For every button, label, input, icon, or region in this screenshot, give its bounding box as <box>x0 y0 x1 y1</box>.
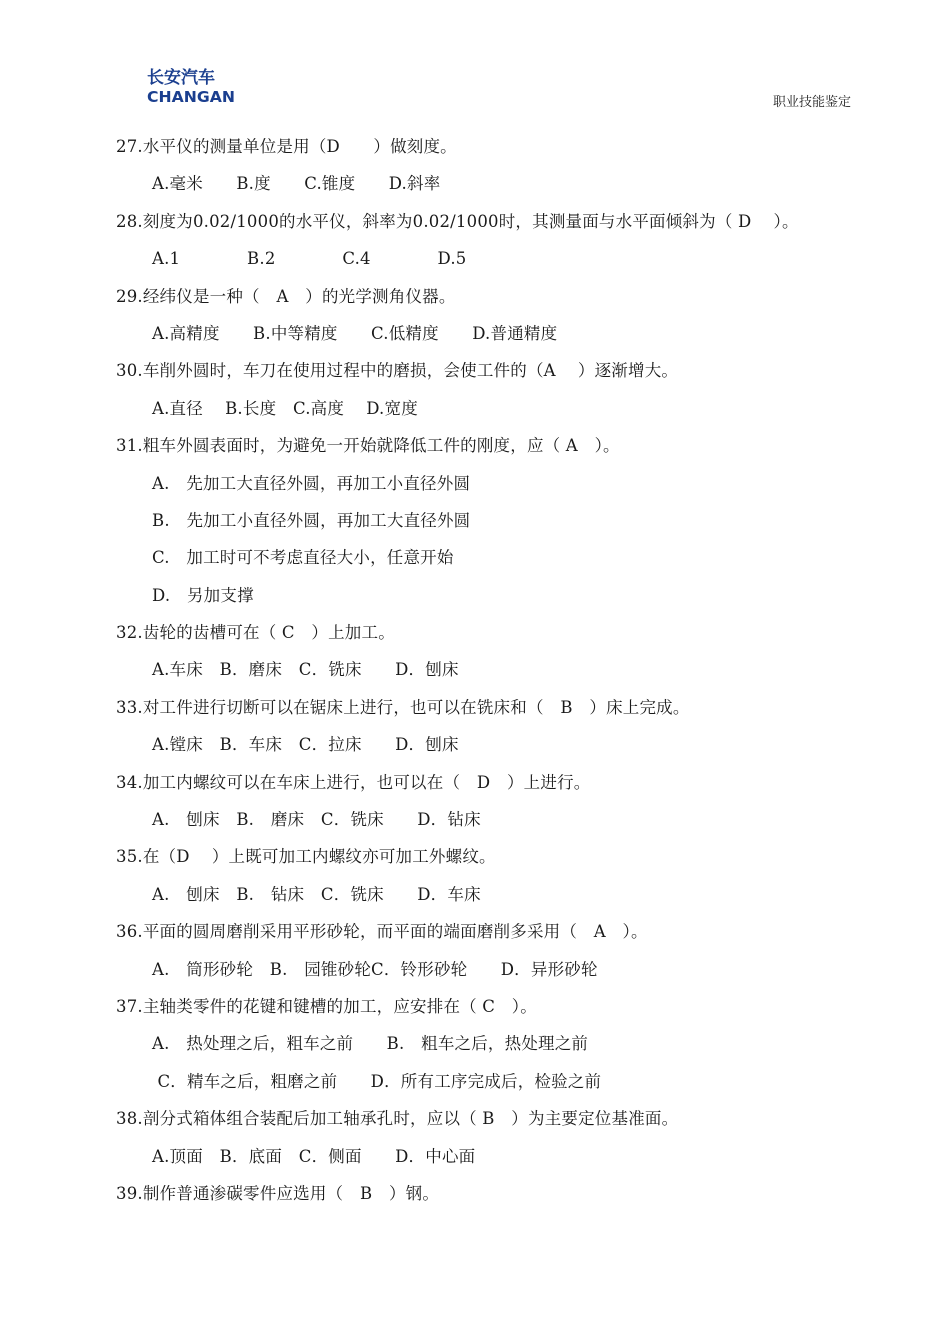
answer-options: A. 筒形砂轮 B. 园锥砂轮C．铃形砂轮 D．异形砂轮 <box>152 959 598 979</box>
question-text: 38.剖分式箱体组合装配后加工轴承孔时，应以（ B ）为主要定位基准面。 <box>116 1109 679 1129</box>
answer-options: B. 先加工小直径外圆，再加工大直径外圆 <box>152 510 471 530</box>
answer-options: C．精车之后，粗磨之前 D．所有工序完成后，检验之前 <box>152 1071 602 1091</box>
changan-logo <box>146 66 236 106</box>
header-title: 职业技能鉴定 <box>773 95 852 110</box>
logo-en-text: CHANGAN <box>147 88 235 106</box>
question-text: 29.经纬仪是一种（ A ）的光学测角仪器。 <box>116 286 456 306</box>
answer-options: A.镗床 B．车床 C．拉床 D．刨床 <box>152 735 459 755</box>
answer-options: A.顶面 B．底面 C．侧面 D．中心面 <box>152 1146 476 1166</box>
question-list <box>116 128 936 1212</box>
answer-options: A.1 B.2 C.4 D.5 <box>152 249 467 269</box>
answer-options: A. 热处理之后，粗车之前 B. 粗车之后，热处理之前 <box>152 1034 589 1054</box>
question-text: 30.车削外圆时，车刀在使用过程中的磨损，会使工件的（A ）逐渐增大。 <box>116 361 679 381</box>
question-text: 34.加工内螺纹可以在车床上进行，也可以在（ D ）上进行。 <box>116 772 591 792</box>
answer-options: C. 加工时可不考虑直径大小，任意开始 <box>152 548 454 568</box>
answer-options: A.直径 B.长度 C.高度 D.宽度 <box>152 398 418 418</box>
answer-options: A.车床 B．磨床 C．铣床 D．刨床 <box>152 660 459 680</box>
question-text: 28.刻度为0.02/1000的水平仪，斜率为0.02/1000时，其测量面与水平面倾斜为（ D ）。 <box>116 211 799 231</box>
logo-cn-text: 长安汽车 <box>147 68 215 88</box>
question-text: 31.粗车外圆表面时，为避免一开始就降低工件的刚度，应（ A ）。 <box>116 436 620 456</box>
question-text: 27.水平仪的测量单位是用（D ）做刻度。 <box>116 137 457 156</box>
question-text: 32.齿轮的齿槽可在（ C ）上加工。 <box>116 623 395 643</box>
answer-options: A.毫米 B.度 C.锥度 D.斜率 <box>152 174 441 194</box>
question-text: 37.主轴类零件的花键和键槽的加工，应安排在（ C ）。 <box>116 996 537 1016</box>
question-text: 39.制作普通渗碳零件应选用（ B ）钢。 <box>116 1183 440 1203</box>
question-text: 35.在（D ）上既可加工内螺纹亦可加工外螺纹。 <box>116 847 496 867</box>
answer-options: A.高精度 B.中等精度 C.低精度 D.普通精度 <box>152 323 558 343</box>
answer-options: A. 刨床 B. 磨床 C．铣床 D．钻床 <box>152 810 481 830</box>
answer-options: D. 另加支撑 <box>152 585 254 605</box>
answer-options: A. 刨床 B. 钻床 C．铣床 D．车床 <box>152 884 481 904</box>
answer-options: A. 先加工大直径外圆，再加工小直径外圆 <box>152 473 471 493</box>
question-text: 36.平面的圆周磨削采用平形砂轮，而平面的端面磨削多采用（ A ）。 <box>116 922 648 942</box>
question-text: 33.对工件进行切断可以在锯床上进行，也可以在铣床和（ B ）床上完成。 <box>116 697 690 717</box>
